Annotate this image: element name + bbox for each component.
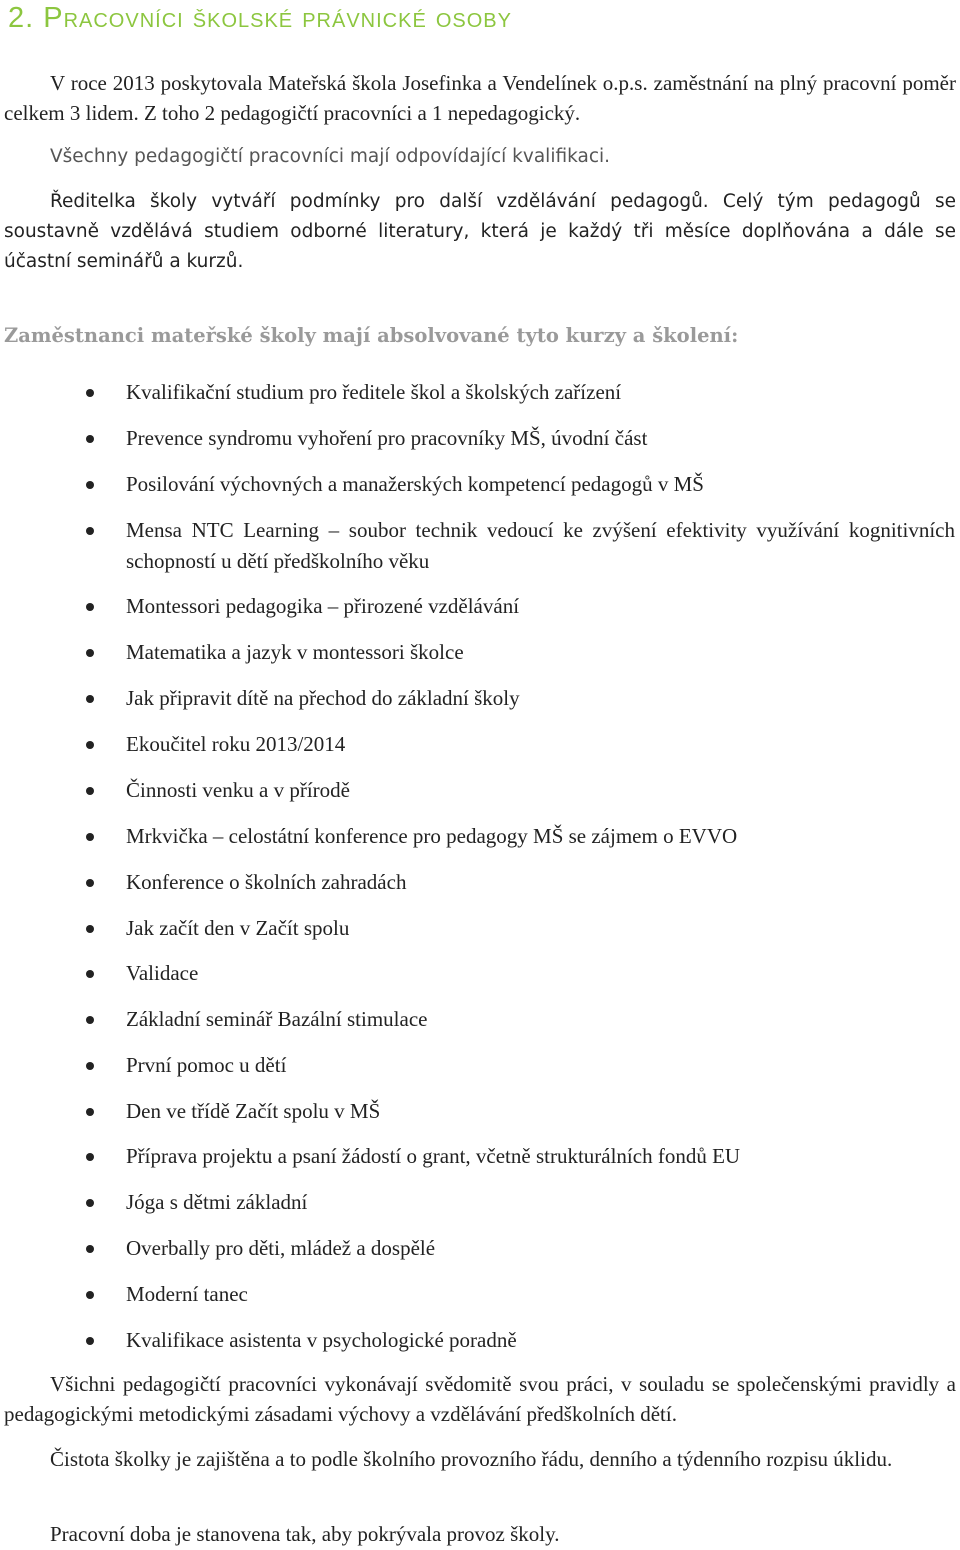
list-item-text: Matematika a jazyk v montessori školce: [126, 640, 464, 664]
list-item-text: Moderní tanec: [126, 1282, 248, 1306]
bullet-icon: [86, 1199, 94, 1207]
list-item-text: Prevence syndromu vyhoření pro pracovníky MŠ, úvodní část: [126, 426, 648, 450]
bullet-icon: [86, 1062, 94, 1070]
paragraph-qualification: Všechny pedagogičtí pracovníci mají odpovídající kvalifikaci.: [50, 146, 611, 167]
list-item-text: Kvalifikační studium pro ředitele škol a školských zařízení: [126, 380, 622, 404]
bullet-icon: [86, 833, 94, 841]
list-item-text: Jóga s dětmi základní: [126, 1190, 308, 1214]
bullet-icon: [86, 879, 94, 887]
bullet-icon: [86, 925, 94, 933]
bullet-icon: [86, 389, 94, 397]
bullet-icon: [86, 1245, 94, 1253]
bullet-icon: [86, 970, 94, 978]
courses-heading: Zaměstnanci mateřské školy mají absolvované tyto kurzy a školení:: [4, 324, 739, 347]
bullet-icon: [86, 1153, 94, 1161]
bullet-icon: [86, 435, 94, 443]
bullet-icon: [86, 481, 94, 489]
list-item-text: Konference o školních zahradách: [126, 870, 407, 894]
paragraph-further-education: Ředitelka školy vytváří podmínky pro další vzdělávání pedagogů. Celý tým pedagogů se soustavně vzdělává studiem odborné literatury, která je každý tři měsíce doplňována a dále se účastní seminářů a kurzů.: [4, 191, 956, 272]
paragraph-cleanliness: Čistota školky je zajištěna a to podle školního provozního řádu, denního a týdenního rozpisu úklidu.: [50, 1447, 893, 1471]
bullet-icon: [86, 1337, 94, 1345]
paragraph-staff-conduct: Všichni pedagogičtí pracovníci vykonávají svědomitě svou práci, v souladu se společenskými pravidly a pedagogickými metodickými zásadami výchovy a vzdělávání předškolních dětí.: [4, 1372, 956, 1426]
paragraph-working-hours: Pracovní doba je stanovena tak, aby pokrývala provoz školy.: [50, 1522, 560, 1546]
paragraph-employees: V roce 2013 poskytovala Mateřská škola Josefinka a Vendelínek o.p.s. zaměstnání na plný pracovní poměr celkem 3 lidem. Z toho 2 pedagogičtí pracovníci a 1 nepedagogický.: [4, 71, 956, 125]
list-item-text: Příprava projektu a psaní žádostí o grant, včetně strukturálních fondů EU: [126, 1144, 741, 1168]
list-item-text: Mensa NTC Learning – soubor technik vedoucí ke zvýšení efektivity využívání kognitivních schopností u dětí předškolního věku: [126, 518, 955, 573]
list-item-text: Jak připravit dítě na přechod do základní školy: [126, 686, 520, 710]
list-item-text: Mrkvička – celostátní konference pro pedagogy MŠ se zájmem o EVVO: [126, 824, 738, 848]
list-item-text: Kvalifikace asistenta v psychologické poradně: [126, 1328, 517, 1352]
list-item-text: Posilování výchovných a manažerských kompetencí pedagogů v MŠ: [126, 472, 704, 496]
list-item-text: Činnosti venku a v přírodě: [126, 778, 350, 802]
bullet-icon: [86, 1291, 94, 1299]
bullet-icon: [86, 695, 94, 703]
bullet-icon: [86, 1016, 94, 1024]
list-item-text: Ekoučitel roku 2013/2014: [126, 732, 346, 756]
list-item-text: Overbally pro děti, mládež a dospělé: [126, 1236, 436, 1260]
bullet-icon: [86, 787, 94, 795]
list-item-text: Základní seminář Bazální stimulace: [126, 1007, 428, 1031]
bullet-icon: [86, 527, 94, 535]
list-item-text: Jak začít den v Začít spolu: [126, 916, 350, 940]
list-item-text: Validace: [126, 961, 199, 985]
list-item-text: První pomoc u dětí: [126, 1053, 287, 1077]
bullet-icon: [86, 1108, 94, 1116]
list-item-text: Den ve třídě Začít spolu v MŠ: [126, 1099, 381, 1123]
bullet-icon: [86, 741, 94, 749]
section-heading: 2. Pracovníci školské právnické osoby: [8, 2, 512, 34]
list-item-text: Montessori pedagogika – přirozené vzdělávání: [126, 594, 520, 618]
bullet-icon: [86, 603, 94, 611]
bullet-icon: [86, 649, 94, 657]
